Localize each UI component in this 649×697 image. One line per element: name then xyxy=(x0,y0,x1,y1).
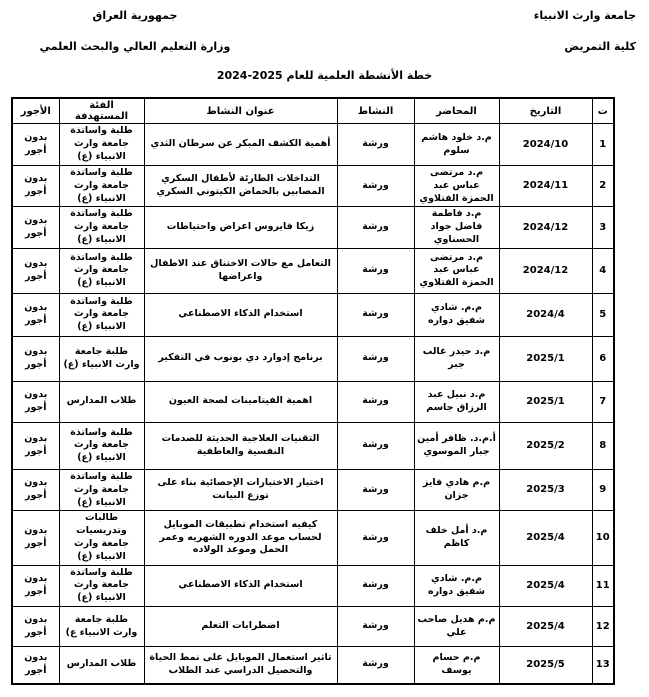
table-row xyxy=(12,381,614,422)
cell-date: 2024/12 xyxy=(499,207,592,248)
cell-target-group: طلبة واساتذة جامعة وارث الانبياء (ع) xyxy=(59,565,144,606)
cell-activity-type: ورشة xyxy=(337,607,414,647)
cell-lecturer: م.م هديل صاحب علي xyxy=(414,607,499,647)
column-header-activity-type: النشاط xyxy=(337,98,414,124)
cell-no: 8 xyxy=(592,422,614,469)
cell-no: 12 xyxy=(592,607,614,647)
cell-activity-type: ورشة xyxy=(337,207,414,248)
cell-activity-title: اضطرابات التعلم xyxy=(144,607,337,647)
cell-target-group: طلبة واساتذة جامعة وارث الانبياء (ع) xyxy=(59,207,144,248)
cell-lecturer: م.د مرتضى عباس عبد الحمزة الفتلاوي xyxy=(414,166,499,207)
cell-activity-title: برنامج إدوارد دي بونوب في التفكير xyxy=(144,336,337,381)
cell-no: 13 xyxy=(592,647,614,684)
cell-no: 3 xyxy=(592,207,614,248)
cell-target-group: طلبة واساتذة جامعة وارث الانبياء (ع) xyxy=(59,124,144,166)
cell-target-group: طلبة واساتذة جامعة وارث الانبياء (ع) xyxy=(59,248,144,293)
table-row xyxy=(12,124,614,166)
activities-table xyxy=(11,97,615,685)
cell-date: 2025/3 xyxy=(499,469,592,510)
cell-lecturer: م.د مرتضى عباس عبد الحمزة الفتلاوي xyxy=(414,248,499,293)
cell-date: 2024/12 xyxy=(499,248,592,293)
cell-lecturer: م.م. شادي شفيق دواره xyxy=(414,565,499,606)
cell-no: 2 xyxy=(592,166,614,207)
cell-activity-type: ورشة xyxy=(337,565,414,606)
cell-no: 4 xyxy=(592,248,614,293)
cell-fee: بدون أجور xyxy=(12,207,59,248)
cell-activity-title: زيكا فايروس اعراض واحتياطات xyxy=(144,207,337,248)
cell-target-group: طلاب المدارس xyxy=(59,381,144,422)
cell-no: 7 xyxy=(592,381,614,422)
cell-fee: بدون أجور xyxy=(12,469,59,510)
cell-fee: بدون أجور xyxy=(12,124,59,166)
cell-no: 9 xyxy=(592,469,614,510)
cell-activity-type: ورشة xyxy=(337,511,414,565)
college-name: كلية التمريض xyxy=(564,40,636,53)
table-row xyxy=(12,336,614,381)
cell-date: 2024/4 xyxy=(499,293,592,336)
cell-target-group: طلبة واساتذة جامعة وارث الانبياء (ع) xyxy=(59,293,144,336)
cell-activity-title: استخدام الذكاء الاصطناعي xyxy=(144,565,337,606)
cell-target-group: طلبة جامعة وارث الانبياء ع) xyxy=(59,607,144,647)
cell-activity-type: ورشة xyxy=(337,293,414,336)
column-header-lecturer: المحاضر xyxy=(414,98,499,124)
table-header-row xyxy=(12,98,614,124)
cell-target-group: طلبة واساتذة جامعة وارث الانبياء (ع) xyxy=(59,422,144,469)
cell-target-group: طلبة واساتذة جامعة وارث الانبياء (ع) xyxy=(59,469,144,510)
table-row xyxy=(12,469,614,510)
cell-fee: بدون أجور xyxy=(12,248,59,293)
cell-date: 2025/4 xyxy=(499,511,592,565)
cell-lecturer: أ.م.د. ظافر أمين جبار الموسوي xyxy=(414,422,499,469)
cell-date: 2025/4 xyxy=(499,565,592,606)
cell-no: 10 xyxy=(592,511,614,565)
cell-fee: بدون أجور xyxy=(12,565,59,606)
cell-target-group: طلبة جامعة وارث الانبياء (ع) xyxy=(59,336,144,381)
cell-activity-title: التقنيات العلاجية الحديثة للصدمات النفسية والعاطفية xyxy=(144,422,337,469)
cell-activity-type: ورشة xyxy=(337,124,414,166)
cell-lecturer: م.م حسام يوسف xyxy=(414,647,499,684)
table-row xyxy=(12,565,614,606)
column-header-date: التاريخ xyxy=(499,98,592,124)
table-row xyxy=(12,647,614,684)
table-body xyxy=(12,124,614,684)
table-row xyxy=(12,607,614,647)
ministry-name: وزارة التعليم العالي والبحث العلمي xyxy=(39,40,231,53)
cell-target-group: طلبة واساتذة جامعة وارث الانبياء (ع) xyxy=(59,166,144,207)
cell-lecturer: م.د حيدر غالب جبر xyxy=(414,336,499,381)
cell-fee: بدون أجور xyxy=(12,166,59,207)
cell-fee: بدون أجور xyxy=(12,647,59,684)
cell-activity-title: أهمية الكشف المبكر عن سرطان الثدي xyxy=(144,124,337,166)
cell-activity-title: كيفيه استخدام تطبيقات الموبايل لحساب موعد الدوره الشهريه وعمر الحمل وموعد الولاده xyxy=(144,511,337,565)
table-row xyxy=(12,511,614,565)
column-header-fee: الأجور xyxy=(12,98,59,124)
cell-no: 1 xyxy=(592,124,614,166)
cell-activity-type: ورشة xyxy=(337,166,414,207)
cell-date: 2025/1 xyxy=(499,336,592,381)
column-header-activity-title: عنوان النشاط xyxy=(144,98,337,124)
cell-fee: بدون أجور xyxy=(12,607,59,647)
table-row xyxy=(12,166,614,207)
country-name: جمهورية العراق xyxy=(92,9,178,22)
page-title: خطة الأنشطة العلمية للعام 2025-2024 xyxy=(216,69,433,82)
cell-target-group: طلاب المدارس xyxy=(59,647,144,684)
cell-fee: بدون أجور xyxy=(12,293,59,336)
cell-activity-type: ورشة xyxy=(337,469,414,510)
cell-activity-title: اهمية الفيتامينات لصحة العيون xyxy=(144,381,337,422)
cell-activity-title: اختيار الاختبارات الإحصائية بناء على توزع البيانت xyxy=(144,469,337,510)
cell-target-group: طالبات وتدريسيات جامعة وارث الانبياء (ع) xyxy=(59,511,144,565)
cell-fee: بدون أجور xyxy=(12,336,59,381)
cell-lecturer: م.د فاطمة فاضل جواد الحسناوي xyxy=(414,207,499,248)
cell-activity-title: تاثير استعمال الموبايل على نمط الحياة والتحصيل الدراسي عند الطلاب xyxy=(144,647,337,684)
table-row xyxy=(12,293,614,336)
table-row xyxy=(12,248,614,293)
cell-date: 2024/10 xyxy=(499,124,592,166)
cell-activity-type: ورشة xyxy=(337,647,414,684)
cell-no: 11 xyxy=(592,565,614,606)
cell-lecturer: م.د نبيل عبد الرزاق جاسم xyxy=(414,381,499,422)
cell-lecturer: م.م. شادي شفيق دواره xyxy=(414,293,499,336)
cell-activity-type: ورشة xyxy=(337,422,414,469)
cell-date: 2024/11 xyxy=(499,166,592,207)
university-name: جامعة وارث الانبياء xyxy=(533,9,636,22)
cell-activity-type: ورشة xyxy=(337,336,414,381)
cell-date: 2025/2 xyxy=(499,422,592,469)
cell-lecturer: م.د خلود هاشم سلوم xyxy=(414,124,499,166)
cell-fee: بدون أجور xyxy=(12,511,59,565)
table-row xyxy=(12,422,614,469)
cell-fee: بدون أجور xyxy=(12,381,59,422)
cell-activity-title: التداخلات الطارئة لأطفال السكري المصابين بالحماض الكيتوني السكري xyxy=(144,166,337,207)
cell-activity-title: التعامل مع حالات الاختناق عند الاطفال واعراضها xyxy=(144,248,337,293)
column-header-target-group: الفئة المستهدفة xyxy=(59,98,144,124)
cell-activity-type: ورشة xyxy=(337,248,414,293)
cell-activity-title: استخدام الذكاء الاصطناعي xyxy=(144,293,337,336)
cell-date: 2025/1 xyxy=(499,381,592,422)
column-header-no: ت xyxy=(592,98,614,124)
cell-lecturer: م.م هادي فايز جزان xyxy=(414,469,499,510)
cell-date: 2025/4 xyxy=(499,607,592,647)
cell-no: 5 xyxy=(592,293,614,336)
cell-no: 6 xyxy=(592,336,614,381)
cell-fee: بدون أجور xyxy=(12,422,59,469)
table-row xyxy=(12,207,614,248)
cell-lecturer: م.د أمل خلف كاظم xyxy=(414,511,499,565)
cell-activity-type: ورشة xyxy=(337,381,414,422)
cell-date: 2025/5 xyxy=(499,647,592,684)
